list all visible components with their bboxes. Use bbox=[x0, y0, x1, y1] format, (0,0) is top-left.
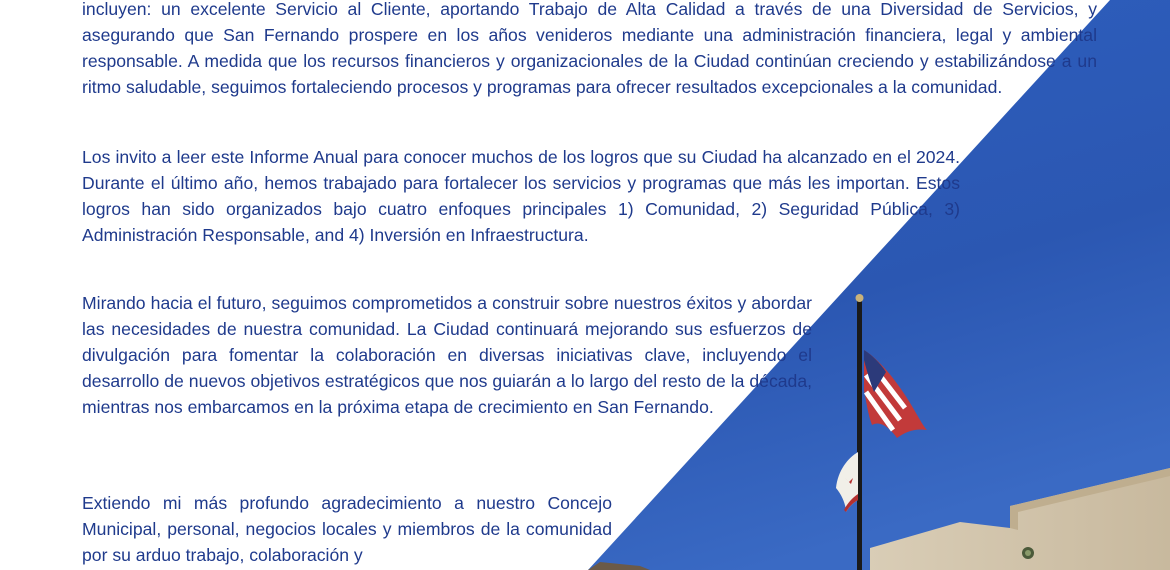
paragraph-services: incluyen: un excelente Servicio al Cliente, aportando Trabajo de Alta Calidad a través de una Diversidad de Servicios, y asegurando que San Fernando prospere en los años venideros mediante una administración financiera, legal y ambiental responsable. A medida que los recursos financieros y organizacionales de la Ciudad continúan creciendo y estabilizándose a un ritmo saludable, seguimos fortaleciendo procesos y programas para ofrecer resultados excepcionales a la comunidad. bbox=[82, 0, 1097, 97]
paragraph-annual-report: Los invito a leer este Informe Anual para conocer muchos de los logros que su Ciudad ha alcanzado en el 2024. Durante el último año, hemos trabajado para fortalecer los servicios y programas que más les importan. Estos logros han sido organizados bajo cuatro enfoques principales 1) Comunidad, 2) Seguridad Pública, 3) Administración Responsable, and 4) Inversión en Infraestructura. bbox=[82, 147, 960, 245]
paragraph-future: Mirando hacia el futuro, seguimos comprometidos a construir sobre nuestros éxitos y abordar las necesidades de nuestra comunidad. La Ciudad continuará mejorando sus esfuerzos de divulgación para fomentar la colaboración en diversas iniciativas clave, incluyendo el desarrollo de nuevos objetivos estratégicos que nos guiarán a lo largo del resto de la década, mientras nos embarcamos en la próxima etapa de crecimiento en San Fernando. bbox=[82, 293, 812, 417]
paragraph-gratitude: Extiendo mi más profundo agradecimiento a nuestro Concejo Municipal, personal, negocios locales y miembros de la comunidad por su arduo trabajo, colaboración y bbox=[82, 493, 612, 565]
